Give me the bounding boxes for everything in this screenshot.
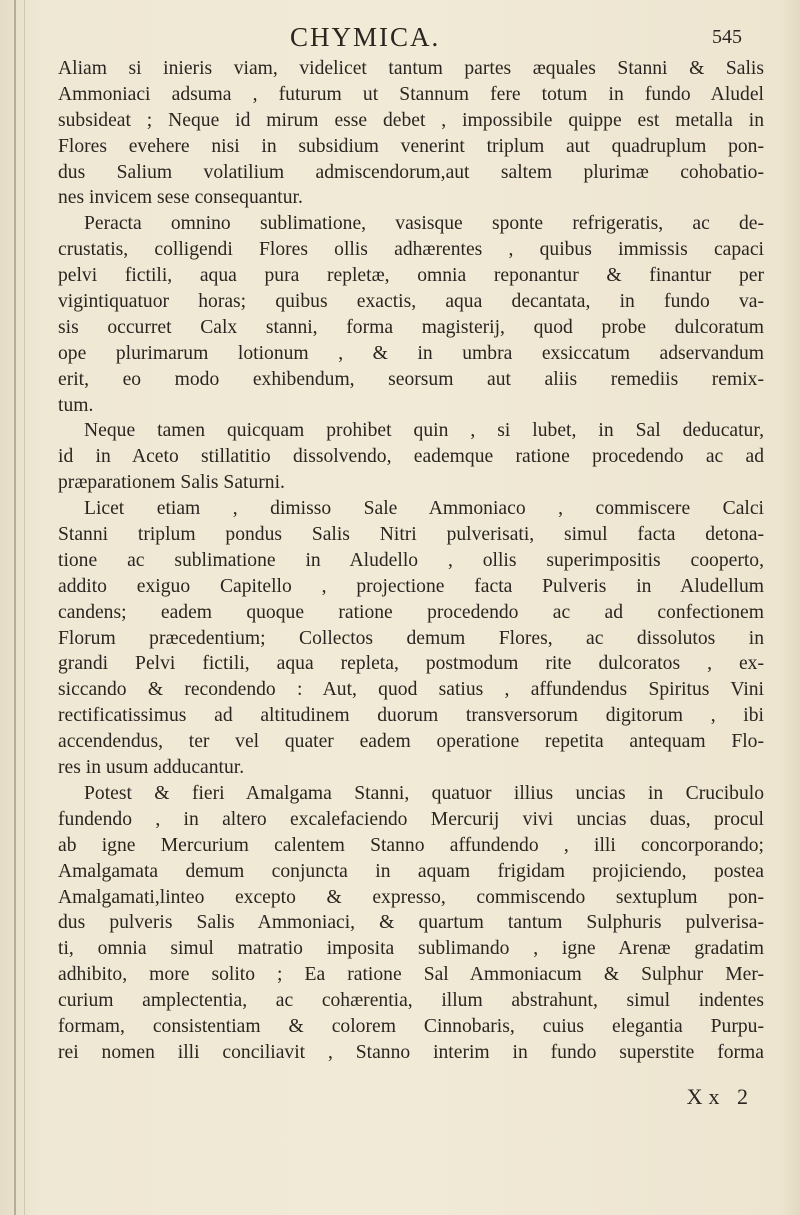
- binding-edge: [14, 0, 16, 1215]
- text-line: Aliam si inieris viam, videlicet tantum partes æquales Stanni & Salis: [58, 58, 764, 79]
- text-line: adhibito, more solito ; Ea ratione Sal Ammoniacum & Sulphur Mer-: [58, 964, 764, 986]
- text-line: Potest & fieri Amalgama Stanni, quatuor illius uncias in Crucibulo: [84, 782, 764, 804]
- text-line: curium amplectentia, ac cohærentia, illum abstrahunt, simul indentes: [58, 990, 764, 1012]
- text-line: Licet etiam , dimisso Sale Ammoniaco , commiscere Calci: [84, 498, 764, 520]
- text-line: id in Aceto stillatitio dissolvendo, eademque ratione procedendo ac ad: [58, 446, 764, 468]
- text-line: res in usum adducantur.: [58, 757, 245, 779]
- text-line: formam, consistentiam & colorem Cinnobaris, cuius elegantia Purpu-: [58, 1015, 764, 1037]
- text-line: accendendus, ter vel quater eadem operatione repetita antequam Flo-: [58, 731, 764, 753]
- text-line: subsideat ; Neque id mirum esse debet , impossibile quippe est metalla in: [58, 109, 764, 131]
- page-number: 545: [712, 26, 742, 48]
- text-line: tione ac sublimatione in Aludello , ollis superimpositis cooperto,: [58, 549, 764, 571]
- text-line: addito exiguo Capitello , projectione facta Pulveris in Aludellum: [58, 575, 764, 597]
- text-line: pelvi fictili, aqua pura repletæ, omnia reponantur & finantur per: [58, 265, 764, 287]
- text-line: tum.: [58, 394, 94, 416]
- text-line: Neque tamen quicquam prohibet quin , si lubet, in Sal deducatur,: [84, 420, 764, 442]
- text-line: vigintiquatuor horas; quibus exactis, aqua decantata, in fundo va-: [58, 291, 764, 313]
- text-line: ti, omnia simul matratio imposita sublimando , igne Arenæ gradatim: [58, 938, 764, 960]
- text-line: Stanni triplum pondus Salis Nitri pulverisati, simul facta detona-: [58, 524, 764, 546]
- text-line: ope plurimarum lotionum , & in umbra exsiccatum adservandum: [58, 342, 764, 364]
- text-line: nes invicem sese consequantur.: [58, 187, 303, 209]
- signature-mark: Xx 2: [686, 1084, 754, 1109]
- text-line: Amalgamata demum conjuncta in aquam frigidam projiciendo, postea: [58, 860, 764, 882]
- text-line: rectificatissimus ad altitudinem duorum transversorum digitorum , ibi: [58, 705, 764, 727]
- text-line: fundendo , in altero excalefaciendo Mercurij vivi uncias duas, procul: [58, 808, 764, 830]
- text-line: crustatis, colligendi Flores ollis adhærentes , quibus immissis capaci: [58, 239, 764, 261]
- page-footer: [60, 1084, 762, 1112]
- text-line: dus pulveris Salis Ammoniaci, & quartum tantum Sulphuris pulverisa-: [58, 912, 764, 934]
- text-line: grandi Pelvi fictili, aqua repleta, postmodum rite dulcoratos , ex-: [58, 653, 764, 675]
- text-line: rei nomen illi conciliavit , Stanno interim in fundo superstite forma: [58, 1041, 764, 1063]
- running-header: [60, 22, 762, 56]
- text-line: præparationem Salis Saturni.: [58, 472, 285, 494]
- binding-edge-inner: [24, 0, 25, 1215]
- text-line: dus Salium volatilium admiscendorum,aut saltem plurimæ cohobatio-: [58, 161, 764, 183]
- text-line: Amalgamati,linteo excepto & expresso, commiscendo sextuplum pon-: [58, 886, 764, 908]
- text-line: Flores evehere nisi in subsidium venerint triplum aut quadruplum pon-: [58, 135, 764, 157]
- text-line: ab igne Mercurium calentem Stanno affundendo , illi concorporando;: [58, 834, 764, 856]
- text-line: siccando & recondendo : Aut, quod satius , affundendus Spiritus Vini: [58, 679, 764, 701]
- text-line: candens; eadem quoque ratione procedendo ac ad confectionem: [58, 601, 764, 623]
- text-line: erit, eo modo exhibendum, seorsum aut aliis remediis remix-: [58, 368, 764, 390]
- running-title: CHYMICA.: [290, 22, 441, 52]
- text-line: sis occurret Calx stanni, forma magisterij, quod probe dulcoratum: [58, 316, 764, 338]
- text-line: Peracta omnino sublimatione, vasisque sponte refrigeratis, ac de-: [84, 213, 764, 235]
- text-line: Florum præcedentium; Collectos demum Flores, ac dissolutos in: [58, 627, 764, 649]
- body-text: [58, 56, 764, 1066]
- text-line: Ammoniaci adsuma , futurum ut Stannum fere totum in fundo Aludel: [58, 83, 764, 105]
